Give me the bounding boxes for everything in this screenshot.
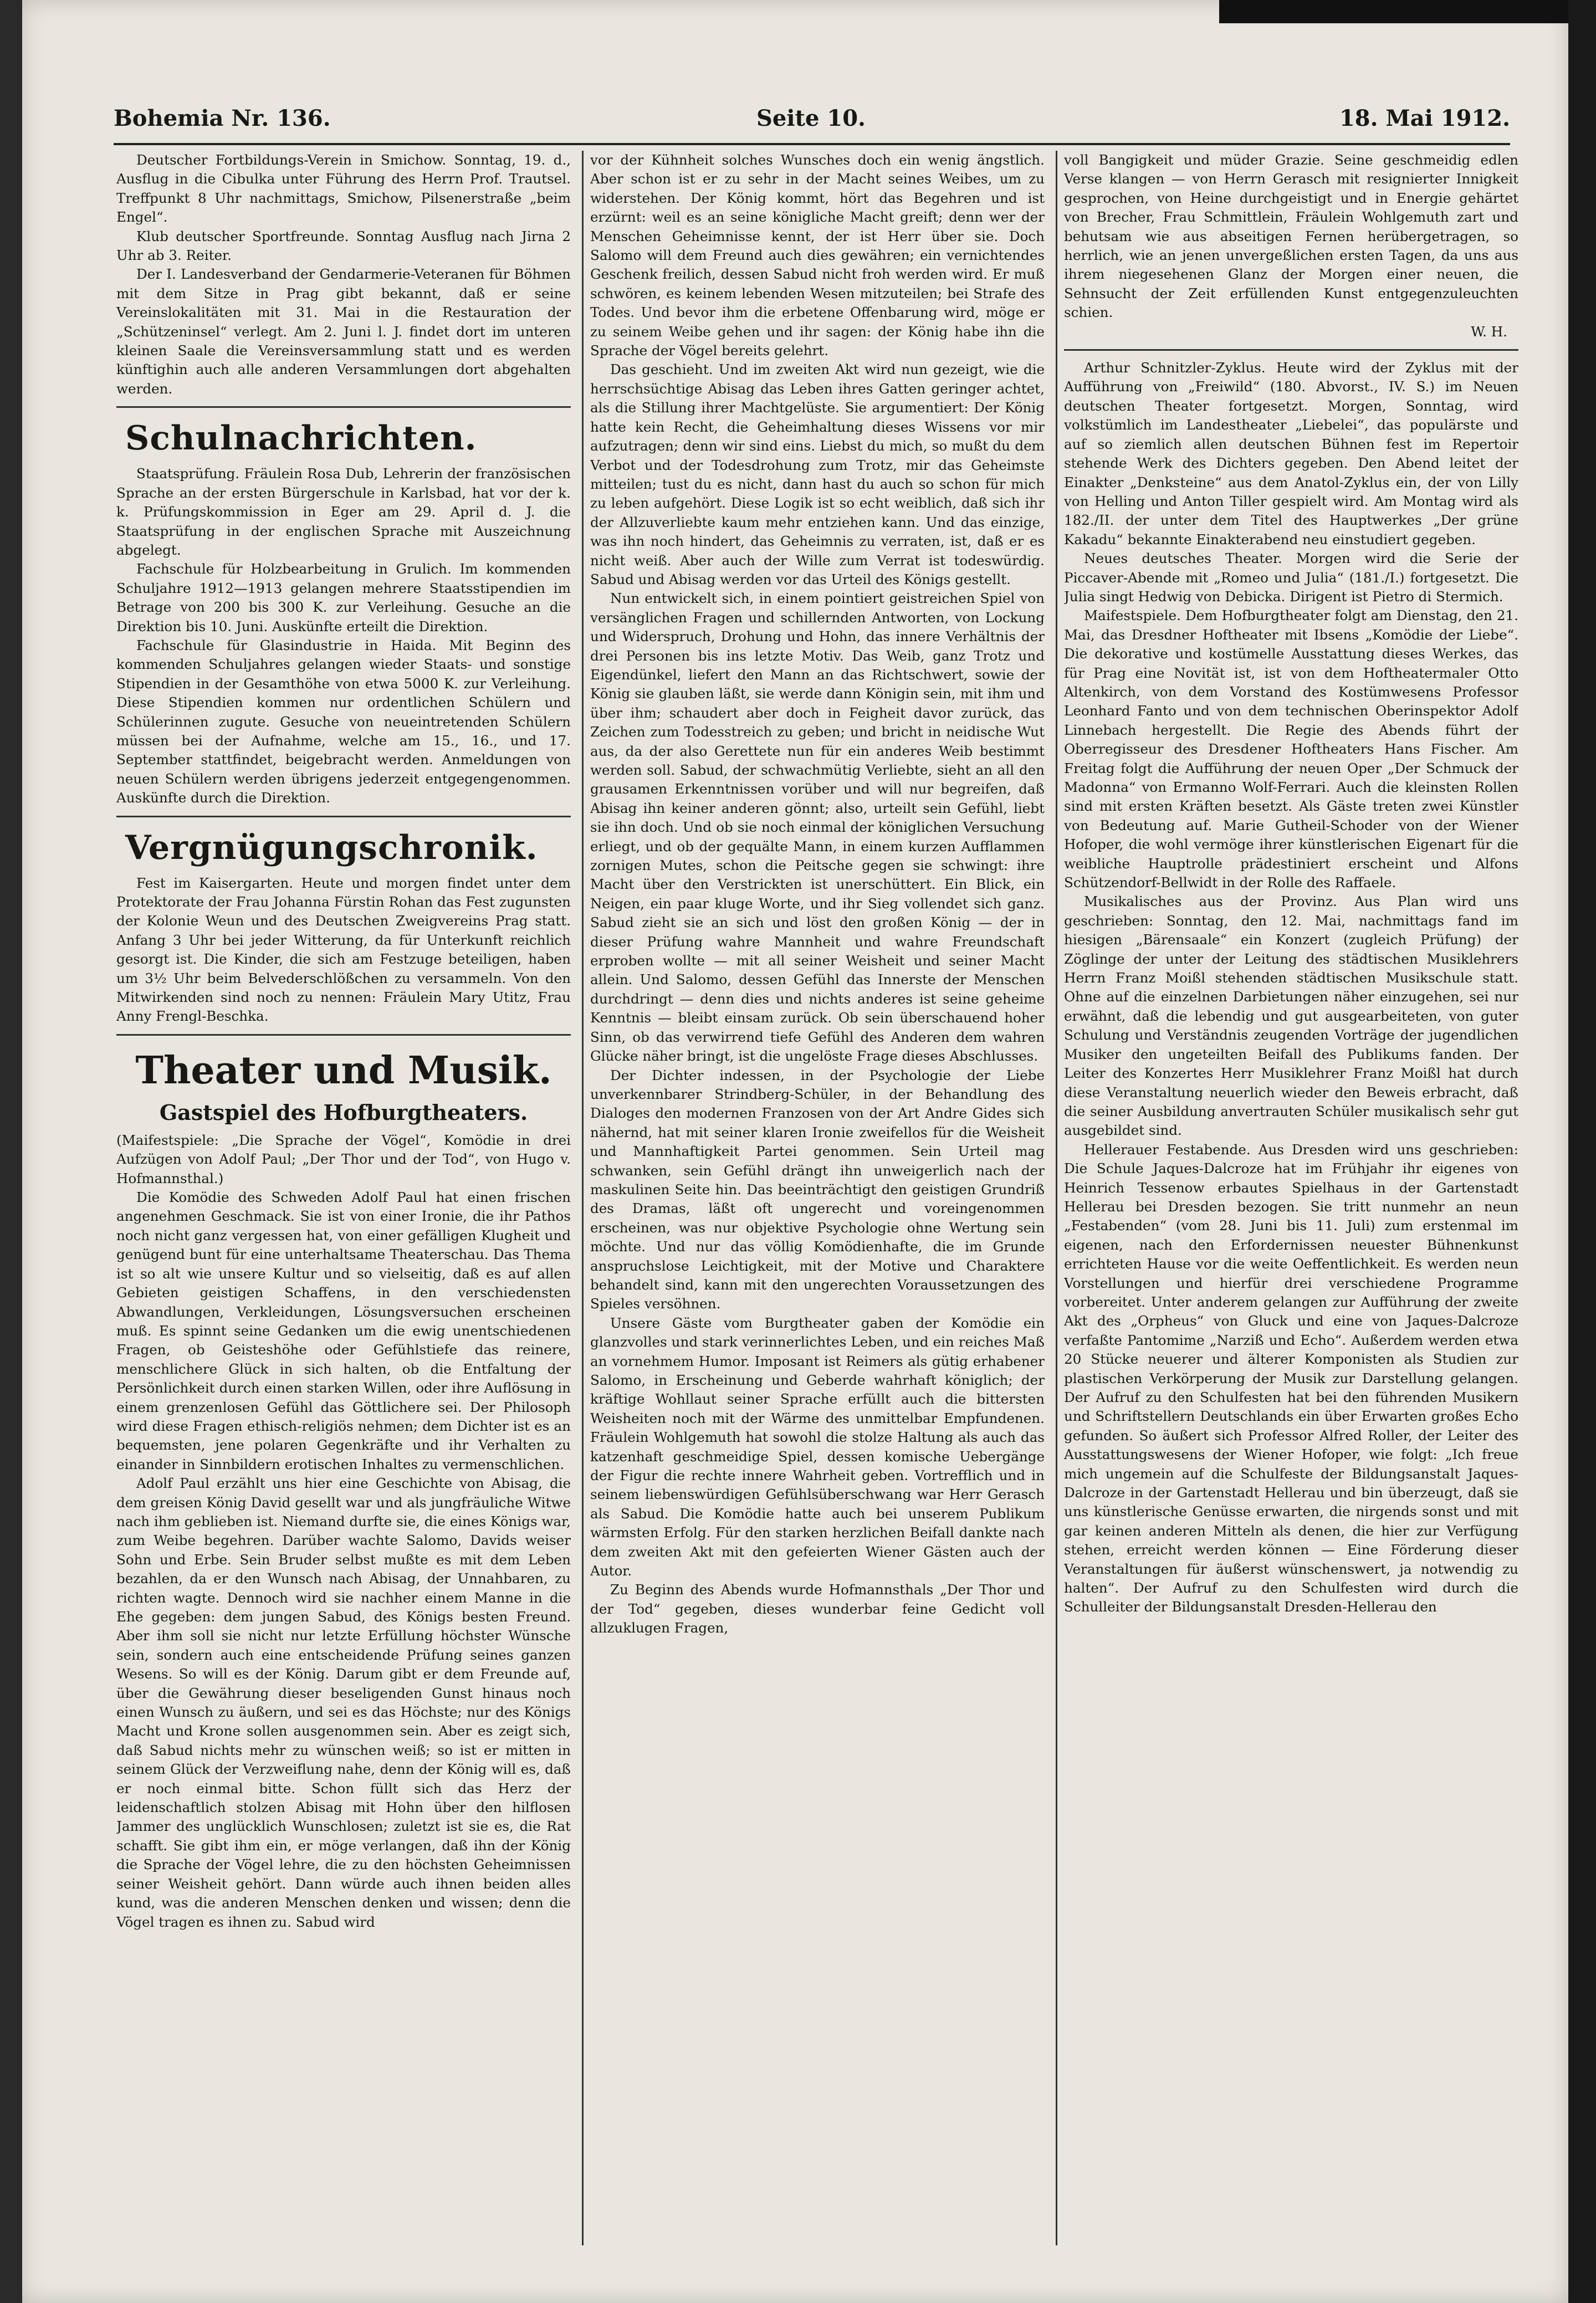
section-divider bbox=[116, 406, 571, 408]
author-signature: W. H. bbox=[1471, 323, 1507, 340]
article: Nun entwickelt sich, in einem pointiert geistreichen Spiel von versänglichen Fragen und schillernden Antworten, von Lockung und Widerspruch, Drohung und Hohn, das innere Verhältnis der drei Personen bis ins letzte Motiv. Das Weib, ganz Trotz und Eigendünkel, liefert den Mann an das Richtschwert, sowie der König sie glauben läßt, sie werde dann Königin sein, mit ihm und über ihm; schaudert aber doch in Feigheit davor zurück, das Zeichen zum Todesstreich zu geben; und bricht in neidische Wut aus, da der also Gerettete nun für ein anderes Weib bestimmt werden soll. Sabud, der schwachmütig Verliebte, sieht an all den grausamen Erkenntnissen vorüber und will nur begreifen, daß Abisag ihn keiner anderen gönnt; also, urteilt sein Gefühl, liebt sie ihn doch. Und ob sie noch einmal der königlichen Versuchung erliegt, und ob der gequälte Mann, in einem kurzen Aufflammen zornigen Mutes, schon die Peitsche gegen sie schwingt: ihre Macht über den Verstrickten ist unerschüttert. Ein Blick, ein Neigen, ein paar kluge Worte, und ihr Sieg vollendet sich ganz. Sabud zieht sie an sich und löst den großen König — der in dieser Prüfung wahre Mannheit und wahre Freundschaft erproben wollte — mit all seiner Weisheit und seiner Macht allein. Und Salomo, dessen Gefühl das Innerste der Menschen durchdringt — denn dies und nichts anderes ist seine geheime Kenntnis — bleibt einsam zurück. Ob sein überschauend hoher Sinn, ob das verwirrend tiefe Gefühl des Anderen dem wahren Glücke näher bringt, ist die ungelöste Frage dieses Abschlusses. bbox=[590, 590, 1045, 1065]
page-header bbox=[114, 100, 1510, 139]
header-page-number: Seite 10. bbox=[756, 105, 866, 131]
article: Fest im Kaisergarten. Heute und morgen findet unter dem Protektorate der Frau Johanna Fürstin Rohan das Fest zugunsten der Kolonie Weun und des Deutschen Zweigvereins Prag statt. Anfang 3 Uhr bei jeder Witterung, da für Unterkunft reichlich gesorgt ist. Die Kinder, die sich am Festzuge beteiligen, haben um 3½ Uhr beim Belvederschlößchen zu versammeln. Von den Mitwirkenden sind noch zu nennen: Fräulein Mary Utitz, Frau Anny Frengl-Beschka. bbox=[116, 874, 571, 1025]
column-1 bbox=[116, 151, 571, 2245]
article: Unsere Gäste vom Burgtheater gaben der Komödie ein glanzvolles und stark verinnerlichtes Leben, und ein reiches Maß an vornehmem Humor. Imposant ist Reimers als gütig erhabener Salomo, in Erscheinung und Geberde wahrhaft königlich; der kräftige Wohllaut seiner Sprache erfüllt auch die bittersten Weisheiten noch mit der Wärme des unmittelbar Empfundenen. Fräulein Wohlgemuth hat sowohl die stolze Haltung als auch das katzenhaft geschmeidige Spiel, dessen komische Uebergänge der Figur die rechte innere Wahrheit geben. Vortrefflich und in seinem liebenswürdigen Gefühlsüberschwang war Herr Gerasch als Sabud. Die Komödie hatte auch bei unserem Publikum wärmsten Erfolg. Für den starken herzlichen Beifall dankte nach dem zweiten Akt mit den gefeierten Wiener Gästen auch der Autor. bbox=[590, 1314, 1045, 1579]
column-rule bbox=[1056, 151, 1057, 2245]
scan-edge bbox=[1568, 0, 1596, 2303]
header-date: 18. Mai 1912. bbox=[1339, 105, 1510, 131]
article: Maifestspiele. Dem Hofburgtheater folgt am Dienstag, den 21. Mai, das Dresdner Hoftheater mit Ibsens „Komödie der Liebe“. Die dekorative und kostümelle Ausstattung dieses Werkes, das für Prag eine Novität ist, ist von dem Hoftheatermaler Otto Altenkirch, von dem Vorstand des Kostümwesens Professor Leonhard Fanto und von dem technischen Oberinspektor Adolf Linnebach hergestellt. Die Regie des Abends führt der Oberregisseur des Dresdener Hoftheaters Hans Fischer. Am Freitag folgt die Aufführung der neuen Oper „Der Schmuck der Madonna“ von Ermanno Wolf-Ferrari. Auch die kleinsten Rollen sind mit ersten Kräften besetzt. Als Gäste treten zwei Künstler von Bedeutung auf. Marie Gutheil-Schoder von der Wiener Hofoper, die wohl vermöge ihrer künstlerischen Eigenart für die weibliche Hauptrolle prädestiniert erscheint und Alfons Schützendorf-Bellwidt in der Rolle des Raffaele. bbox=[1064, 607, 1518, 891]
article: Staatsprüfung. Fräulein Rosa Dub, Lehrerin der französischen Sprache an der ersten Bürgerschule in Karlsbad, hat vor der k. k. Prüfungskommission in Eger am 29. April d. J. die Staatsprüfung in der englischen Sprache mit Auszeichnung abgelegt. bbox=[116, 465, 571, 558]
section-divider bbox=[116, 1034, 571, 1036]
header-issue: Bohemia Nr. 136. bbox=[114, 105, 331, 131]
article: Fachschule für Holzbearbeitung in Grulich. Im kommenden Schuljahre 1912—1913 gelangen mehrere Staatsstipendien im Betrage von 200 bis 300 K. zur Verleihung. Gesuche an die Direktion bis 10. Juni. Auskünfte erteilt die Direktion. bbox=[116, 561, 571, 634]
section-heading-school: Schulnachrichten. bbox=[125, 419, 477, 458]
article: Der Dichter indessen, in der Psychologie der Liebe unverkennbarer Strindberg-Schüler, in der Behandlung des Dialoges den modernen Franzosen von der Art Andre Gides sich nähernd, hat mit seiner klaren Ironie zweifellos für die Weisheit und Mannhaftigkeit Partei genommen. Sein Urteil mag schwanken, sein Gefühl drängt ihn unweigerlich nach der maskulinen Seite hin. Das beeinträchtigt den geistigen Grundriß des Dramas, läßt oft ungerecht und voreingenommen erscheinen, was nur objektive Psychologie ohne Wertung sein möchte. Und nur das völlig Komödienhafte, die im Grunde anspruchslose Leichtigkeit, mit der Motive und Charaktere behandelt sind, kann mit den ungerechten Voraussetzungen des Spieles versöhnen. bbox=[590, 1067, 1045, 1312]
article: Die Komödie des Schweden Adolf Paul hat einen frischen angenehmen Geschmack. Sie ist von einer Ironie, die ihr Pathos noch nicht ganz vergessen hat, von einer gefälligen Klugheit und genügend bunt für eine unterhaltsame Theaterschau. Das Thema ist so alt wie unsere Kultur und so vielseitig, daß es auf allen Gebieten geistigen Schaffens, in den verschiedensten Abwandlungen, Verkleidungen, Lösungsversuchen erscheinen muß. Es spinnt seine Gedanken um die ewig unentschiedenen Fragen, ob Geisteshöhe oder Gefühlstiefe das reinere, menschlichere Glück in sich halten, ob die Entfaltung der Persönlichkeit durch einen starken Willen, oder ihre Auflösung in einem grenzenlosen Gefühl das Göttlichere sei. Der Philosoph wird diese Fragen ethisch-religiös nehmen; dem Dichter ist es an bequemsten, jene polaren Gegenkräfte und ihr Verhalten zu einander in Sinnbildern erotischen Inhaltes zu vermenschlichen. bbox=[116, 1189, 571, 1472]
article: Neues deutsches Theater. Morgen wird die Serie der Piccaver-Abende mit „Romeo und Julia“ (181./I.) fortgesetzt. Die Julia singt Hedwig von Debicka. Dirigent ist Pietro di Stermich. bbox=[1064, 550, 1518, 605]
article-title: Gastspiel des Hofburgtheaters. bbox=[159, 1099, 528, 1125]
section-divider bbox=[1064, 349, 1518, 351]
article: Zu Beginn des Abends wurde Hofmannsthals „Der Thor und der Tod“ gegeben, dieses wunderbar feine Gedicht voll allzuklugen Fragen, bbox=[590, 1582, 1045, 1636]
column-2 bbox=[590, 151, 1045, 2245]
scan-shadow bbox=[1219, 0, 1596, 23]
column-rule bbox=[582, 151, 584, 2245]
article-intro: (Maifestspiele: „Die Sprache der Vögel“, Komödie in drei Aufzügen von Adolf Paul; „Der Thor und der Tod“, von Hugo v. Hofmannsthal.) bbox=[116, 1132, 571, 1186]
section-heading-theater: Theater und Musik. bbox=[135, 1048, 552, 1093]
column-3 bbox=[1064, 151, 1518, 2245]
article: voll Bangigkeit und müder Grazie. Seine geschmeidig edlen Verse klangen — von Herrn Gerasch mit resignierter Innigkeit gesprochen, von Heine durchgeistigt und in Energie gehärtet von Brecher, Frau Schmittlein, Fräulein Wohlgemuth zart und behutsam wie aus abseitigen Fernen herübergetragen, so herrlich, wie an jenen unvergeßlichen ersten Tagen, da uns aus ihrem niegesehenen Glanz der Morgen einer neuen, die Sehnsucht der Zeit erfüllenden Kunst entgegenzuleuchten schien. bbox=[1064, 152, 1518, 321]
article: Adolf Paul erzählt uns hier eine Geschichte von Abisag, die dem greisen König David gesellt war und als jungfräuliche Witwe nach ihm geblieben ist. Niemand durfte sie, die eines Königs war, zum Weibe begehren. Darüber wachte Salomo, Davids weiser Sohn und Erbe. Sein Bruder selbst mußte es mit dem Leben bezahlen, da er den Wunsch nach Abisag, der Unnahbaren, zu richten wagte. Dennoch wird sie nachher einem Manne in die Ehe gegeben: dem jungen Sabud, des Königs besten Freund. Aber ihm soll sie nicht nur letzte Erfüllung höchster Wünsche sein, sondern auch eine entscheidende Prüfung seines ganzen Wesens. So will es der König. Darum gibt er dem Freunde auf, über die Gewährung dieser beseligenden Gunst hinaus noch einen Wunsch zu äußern, und sei es das Höchste; nur des Königs Macht und Krone sollen ausgenommen sein. Aber es zeigt sich, daß Sabud nichts mehr zu wünschen weiß; so ist er mitten in seinem Glück der Verzweiflung nahe, denn der König will es, daß er noch einmal bitte. Schon füllt sich das Herz der leidenschaftlich stolzen Abisag mit Hohn über den hilflosen Jammer des unglücklich Wunschlosen; zuletzt ist sie es, die Rat schafft. Sie gibt ihm ein, er möge verlangen, daß ihn der König die Sprache der Vögel lehre, die zu den höchsten Geheimnissen seiner Weisheit gehört. Dann würde auch ihnen beiden alles kund, was die anderen Menschen denken und wissen; denn die Vögel tragen es ihnen zu. Sabud wird bbox=[116, 1475, 571, 1930]
article: Fachschule für Glasindustrie in Haida. Mit Beginn des kommenden Schuljahres gelangen wieder Staats- und sonstige Stipendien in der Gesamthöhe von etwa 5000 K. zur Verleihung. Diese Stipendien kommen nur ordentlichen Schülern und Schülerinnen zugute. Gesuche von neueintretenden Schülern müssen bei der Aufnahme, welche am 15., 16., und 17. September stattfindet, beigebracht werden. Anmeldungen von neuen Schülern werden übrigens jederzeit entgegengenommen. Auskünfte durch die Direktion. bbox=[116, 637, 571, 806]
header-rule bbox=[114, 143, 1510, 145]
notice: Der I. Landesverband der Gendarmerie-Veteranen für Böhmen mit dem Sitze in Prag gibt bekannt, daß er seine Vereinslokalitäten mit 31. Mai in die Restauration der „Schützeninsel“ verlegt. Am 2. Juni l. J. findet dort im unteren kleinen Saale die Vereinsversammlung statt und es werden künftighin auch alle anderen Versammlungen dort abgehalten werden. bbox=[116, 266, 571, 397]
article: Arthur Schnitzler-Zyklus. Heute wird der Zyklus mit der Aufführung von „Freiwild“ (180. Abvorst., IV. S.) im Neuen deutschen Theater fortgesetzt. Morgen, Sonntag, wird volkstümlich im Landestheater „Liebelei“, das populärste und auf so ziemlich allen deutschen Bühnen fest im Repertoir stehende Werk des Dichters gegeben. Den Abend leitet der Einakter „Denksteine“ aus dem Anatol-Zyklus ein, der von Lilly von Helling und Anton Tiller gespielt wird. Am Montag wird als 182./II. der unter dem Titel des Hauptwerkes „Der grüne Kakadu“ bekannte Einakterabend neu einstudiert gegeben. bbox=[1064, 360, 1518, 547]
section-divider bbox=[116, 816, 571, 817]
article: Das geschieht. Und im zweiten Akt wird nun gezeigt, wie die herrschsüchtige Abisag das Leben ihres Gatten geringer achtet, als die Stillung ihrer Machtgelüste. Sie argumentiert: Der König hatte kein Recht, die Geheimhaltung dieses Wissens vor mir aufzutragen; denn wir sind eins. Liebst du mich, so mußt du dem Verbot und der Todesdrohung zum Trotz, mir das Geheimste mitteilen; tust du es nicht, dann hast du auch so schon für mich zu leben aufgehört. Diese Logik ist so echt weiblich, daß sich ihr der Allzuverliebte kaum mehr entziehen kann. Und das einzige, was ihn noch hindert, das Geheimnis zu verraten, ist, daß er es nicht weiß. Aber auch der Wille zum Verrat ist todeswürdig. Sabud und Abisag werden vor das Urteil des Königs gestellt. bbox=[590, 361, 1045, 587]
article: Musikalisches aus der Provinz. Aus Plan wird uns geschrieben: Sonntag, den 12. Mai, nachmittags fand im hiesigen „Bärensaale“ ein Konzert (zugleich Prüfung) der Zöglinge der unter der Leitung des städtischen Musiklehrers Herrn Franz Moißl stehenden städtischen Musikschule statt. Ohne auf die einzelnen Darbietungen näher einzugehen, sei nur erwähnt, daß die lebendig und gut ausgearbeiteten, von guter Schulung und Verständnis zeugenden Vorträge der jugendlichen Musiker den ungeteilten Beifall des Publikums fanden. Der Leiter des Konzertes Herr Musiklehrer Franz Moißl hat durch diese Veranstaltung neuerlich wieder den Beweis erbracht, daß die seiner Ausbildung anvertrauten Schüler musikalisch sehr gut ausgebildet sind. bbox=[1064, 893, 1518, 1139]
notice: Deutscher Fortbildungs-Verein in Smichow. Sonntag, 19. d., Ausflug in die Cibulka unter Führung des Herrn Prof. Trautsel. Treffpunkt 8 Uhr nachmittags, Smichow, Pilsenerstraße „beim Engel“. bbox=[116, 152, 571, 226]
article: vor der Kühnheit solches Wunsches doch ein wenig ängstlich. Aber schon ist er zu sehr in der Macht seines Weibes, um zu widerstehen. Der König kommt, hört das Begehren und ist erzürnt: weil es an seine königliche Macht greift; denn wer der Menschen Geheimnisse kennt, der ist Herr über sie. Doch Salomo will dem Freund auch dies gewähren; ein vernichtendes Geschenk freilich, dessen Sabud nicht froh werden wird. Er muß schwören, es keinem lebenden Wesen mitzuteilen; bei Strafe des Todes. Und bevor ihm die erbetene Offenbarung wird, möge er zu seinem Weibe gehen und ihr sagen: der König habe ihn die Sprache der Vögel bereits gelehrt. bbox=[590, 152, 1045, 359]
section-heading-amusement: Vergnügungschronik. bbox=[125, 828, 538, 867]
article: Hellerauer Festabende. Aus Dresden wird uns geschrieben: Die Schule Jaques-Dalcroze hat im Frühjahr ihr eigenes von Heinrich Tessenow erbautes Spielhaus in der Gartenstadt Hellerau bei Dresden bezogen. Sie tritt nunmehr an neun „Festabenden“ (vom 28. Juni bis 11. Juli) zum erstenmal im eigenen, nach den Erfordernissen neuester Bühnenkunst errichteten Hause vor die weite Oeffentlichkeit. Es werden neun Vorstellungen und hierfür drei verschiedene Programme vorbereitet. Unter anderem gelangen zur Aufführung der zweite Akt des „Orpheus“ von Gluck und eine von Jaques-Dalcroze verfaßte Pantomime „Narziß und Echo“. Außerdem werden etwa 20 Stücke neuerer und älterer Komponisten als Studien zur plastischen Verkörperung der Musik zur Darstellung gelangen. Der Aufruf zu den Schulfesten hat bei den führenden Musikern und Schriftstellern Deutschlands ein über Erwarten großes Echo gefunden. So äußert sich Professor Alfred Roller, der Leiter des Ausstattungswesens der Wiener Hofoper, wie folgt: „Ich freue mich ungemein auf die Schulfeste der Bildungsanstalt Jaques-Dalcroze in der Gartenstadt Hellerau und bin überzeugt, daß sie uns künstlerische Genüsse erwarten, die nirgends sonst und mit gar keinen anderen Mitteln als denen, die hier zur Verfügung stehen, erreicht werden können — Eine Förderung dieser Veranstaltungen für äußerst wünschenswert, ja notwendig zu halten“. Der Aufruf zu den Schulfesten wird durch die Schulleiter der Bildungsanstalt Dresden-Hellerau den bbox=[1064, 1141, 1518, 1615]
notice: Klub deutscher Sportfreunde. Sonntag Ausflug nach Jirna 2 Uhr ab 3. Reiter. bbox=[116, 228, 571, 264]
